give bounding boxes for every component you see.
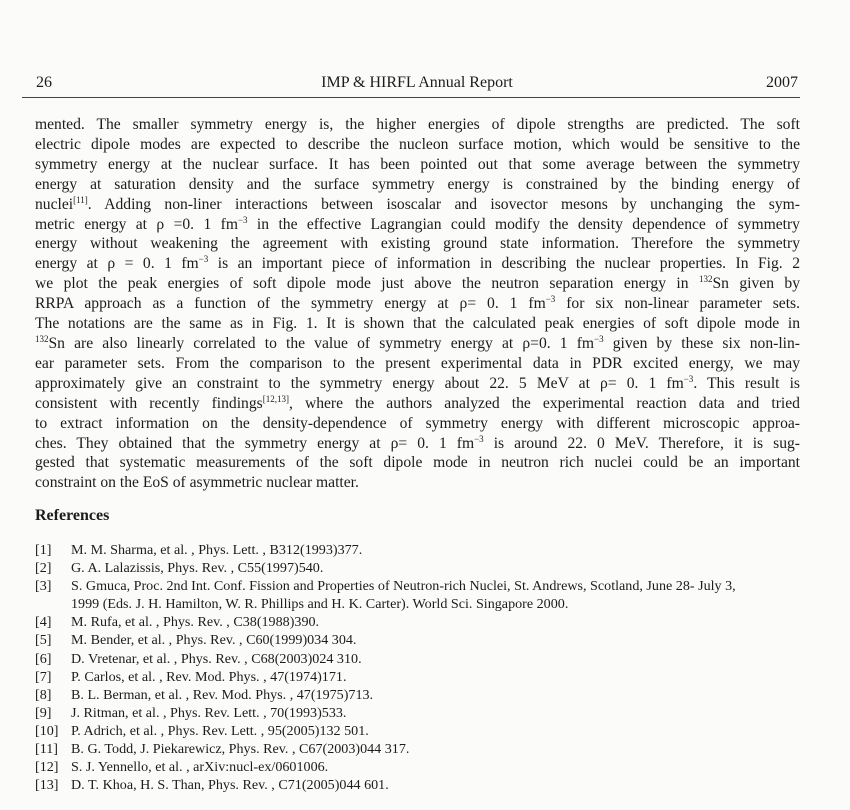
body-text-run: , where the authors analyzed the experimental reaction data and tried — [288, 394, 800, 412]
body-text-run: energy at ρ = 0. 1 fm — [35, 255, 199, 273]
reference-text: S. J. Yennello, et al. , arXiv:nucl-ex/0601006. — [71, 759, 329, 776]
header-year: 2007 — [766, 74, 798, 91]
body-text-run: symmetry energy at the nuclear surface. It has been pointed out that some average between the symmetry — [35, 155, 800, 173]
reference-number: [5] — [35, 632, 52, 649]
superscript: −3 — [198, 254, 209, 265]
body-text-run: . This result is — [693, 374, 800, 392]
body-text-run: consistent with recently findings — [35, 394, 263, 412]
body-text-run: ches. They obtained that the symmetry energy at ρ= 0. 1 fm — [35, 434, 475, 452]
body-text-run: is an important piece of information in describing the nuclear properties. In Fig. 2 — [208, 255, 800, 273]
body-paragraph — [35, 115, 800, 493]
body-text-run: The notations are the same as in Fig. 1. It is shown that the calculated peak energies of soft dipole mode in — [35, 315, 800, 333]
reference-item — [35, 559, 805, 577]
body-line — [35, 374, 800, 394]
body-text-run: for six non-linear parameter sets. — [555, 295, 800, 313]
journal-title: IMP & HIRFL Annual Report — [321, 74, 513, 91]
reference-item — [35, 758, 805, 776]
body-text-run: metric energy at ρ =0. 1 fm — [35, 215, 238, 233]
reference-text: M. M. Sharma, et al. , Phys. Lett. , B312(1993)377. — [71, 542, 363, 558]
body-line — [35, 115, 800, 135]
body-line — [35, 354, 800, 374]
body-line — [35, 434, 800, 454]
body-text-run: in the effective Lagrangian could modify the density dependence of symmetry — [247, 215, 800, 233]
reference-item — [35, 668, 805, 686]
body-line — [35, 195, 800, 215]
body-line — [35, 334, 800, 354]
reference-number: [13] — [35, 777, 59, 794]
reference-text: B. L. Berman, et al. , Rev. Mod. Phys. , 47(1975)713. — [71, 686, 374, 703]
reference-item — [35, 722, 805, 740]
superscript: −3 — [683, 373, 694, 384]
body-line — [35, 314, 800, 334]
body-text-run: approximately give an constraint to the symmetry energy about 22. 5 MeV at ρ= 0. 1 fm — [35, 374, 684, 392]
reference-number: [3] — [35, 578, 52, 595]
superscript: −3 — [474, 433, 484, 444]
superscript: −3 — [545, 293, 556, 304]
body-text-run: given by these six non-lin- — [603, 334, 800, 352]
body-line — [35, 175, 800, 195]
reference-number: [10] — [35, 722, 59, 739]
body-text-run: . Adding non-liner interactions between isoscalar and isovector mesons by unchanging the sym- — [87, 195, 800, 213]
body-line — [35, 294, 800, 314]
superscript: 132 — [35, 333, 49, 344]
reference-text: P. Adrich, et al. , Phys. Rev. Lett. , 95(2005)132 501. — [71, 722, 369, 739]
body-text-run: constraint on the EoS of asymmetric nuclear matter. — [35, 474, 359, 492]
body-text-run: ear parameter sets. From the comparison to the present experimental data in PDR excited energy, we may — [35, 354, 800, 372]
body-line — [35, 135, 800, 155]
body-line — [35, 473, 800, 493]
reference-text: B. G. Todd, J. Piekarewicz, Phys. Rev. , C67(2003)044 317. — [71, 741, 410, 758]
body-text-run: Sn given by — [712, 275, 800, 293]
body-line — [35, 234, 800, 254]
superscript: [11] — [73, 194, 88, 205]
reference-item — [35, 577, 805, 613]
body-text-run: gested that systematic measurements of the soft dipole mode in neutron rich nuclei could be an important — [35, 454, 800, 472]
reference-text: P. Carlos, et al. , Rev. Mod. Phys. , 47(1974)171. — [71, 668, 347, 685]
reference-item — [35, 704, 805, 722]
reference-number: [1] — [35, 542, 52, 558]
body-text-run: Sn are also linearly correlated to the value of symmetry energy at ρ=0. 1 fm — [48, 334, 595, 352]
body-text-run: mented. The smaller symmetry energy is, the higher energies of dipole strengths are predicted. The soft — [35, 116, 800, 133]
reference-text: S. Gmuca, Proc. 2nd Int. Conf. Fission and Properties of Neutron-rich Nuclei, St. Andrews, Scotland, June 28- July 3, — [71, 578, 736, 595]
body-text-run: electric dipole modes are expected to describe the nucleon surface motion, which would be sensitive to the — [35, 135, 800, 153]
body-text-run: is around 22. 0 MeV. Therefore, it is sug- — [483, 434, 800, 452]
reference-text: M. Rufa, et al. , Phys. Rev. , C38(1988)390. — [71, 614, 320, 631]
page-number: 26 — [36, 74, 52, 91]
body-text-run: to extract information on the density-dependence of symmetry energy with different microscopic approa- — [35, 414, 800, 432]
reference-number: [11] — [35, 741, 58, 758]
body-line — [35, 274, 800, 294]
body-text-run: nuclei — [35, 195, 74, 213]
reference-number: [8] — [35, 686, 52, 703]
reference-item — [35, 613, 805, 631]
body-line — [35, 394, 800, 414]
superscript: −3 — [237, 214, 248, 225]
reference-number: [4] — [35, 614, 52, 631]
reference-item — [35, 541, 805, 559]
body-text-run: RRPA approach as a function of the symmetry energy at ρ= 0. 1 fm — [35, 295, 546, 313]
reference-text: G. A. Lalazissis, Phys. Rev. , C55(1997)540. — [71, 560, 324, 577]
body-text-run: we plot the peak energies of soft dipole mode just above the neutron separation energy in — [35, 275, 699, 293]
reference-text: D. T. Khoa, H. S. Than, Phys. Rev. , C71(2005)044 601. — [71, 777, 389, 794]
reference-item — [35, 776, 805, 794]
body-line — [35, 215, 800, 235]
superscript: −3 — [594, 333, 604, 344]
reference-item — [35, 686, 805, 704]
reference-number: [2] — [35, 560, 52, 577]
superscript: [12,13] — [262, 393, 289, 404]
reference-text: J. Ritman, et al. , Phys. Rev. Lett. , 70(1993)533. — [71, 704, 347, 721]
references-list — [35, 541, 805, 794]
reference-number: [7] — [35, 668, 52, 685]
references-heading: References — [35, 507, 110, 524]
reference-item — [35, 740, 805, 758]
reference-number: [9] — [35, 704, 52, 721]
body-line — [35, 155, 800, 175]
reference-item — [35, 650, 805, 668]
body-line — [35, 414, 800, 434]
header-rule — [22, 97, 800, 98]
reference-number: [12] — [35, 759, 59, 776]
reference-text-continued: 1999 (Eds. J. H. Hamilton, W. R. Phillips and H. K. Carter). World Sci. Singapore 2000. — [71, 596, 569, 613]
body-line — [35, 254, 800, 274]
superscript: 132 — [698, 274, 713, 285]
reference-text: D. Vretenar, et al. , Phys. Rev. , C68(2003)024 310. — [71, 650, 362, 667]
body-text-run: energy at saturation density and the surface symmetry energy is constrained by the binding energy of — [35, 175, 800, 193]
page-header — [36, 74, 798, 98]
body-text-run: energy without weakening the agreement with existing ground state information. Therefore the symmetry — [35, 235, 800, 253]
reference-number: [6] — [35, 650, 52, 667]
reference-item — [35, 631, 805, 649]
body-line — [35, 453, 800, 473]
reference-text: M. Bender, et al. , Phys. Rev. , C60(1999)034 304. — [71, 632, 357, 649]
